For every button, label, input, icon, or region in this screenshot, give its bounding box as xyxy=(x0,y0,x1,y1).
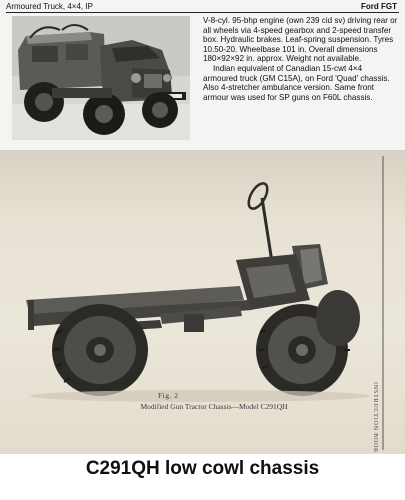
image-caption: C291QH low cowl chassis xyxy=(85,458,320,479)
figure-caption: Modified Gun Tractor Chassis—Model C291QH xyxy=(140,402,288,411)
figure-number: Fig. 2 xyxy=(158,391,179,400)
description-paragraph: Indian equivalent of Canadian 15-cwt 4×4 armoured truck (GM C15A), on Ford 'Quad' chassis. Also 4-stretcher ambulance version. Same front armour was used for SP guns on F60L chassis. xyxy=(203,63,390,102)
instruction-book-label: INSTRUCTION BOOK xyxy=(372,382,378,454)
page-header-right: Ford FGT xyxy=(361,2,397,11)
description-paragraph: V-8-cyl. 95-bhp engine (own 239 cid sv) driving rear or all wheels via 4-speed gearbox and 2-speed transfer box. Hydraulic brakes. Leaf-spring suspension. Tyres 10.50-20. Wheelbase 101 in. Overall dimensions 180×92×92 in. approx. Weight not available. xyxy=(203,16,398,64)
page-header-left: Armoured Truck, 4×4, IP xyxy=(6,2,93,11)
vehicle-description xyxy=(203,16,399,102)
header-rule xyxy=(6,12,399,13)
armoured-truck-photo xyxy=(12,16,190,140)
book-page-scan xyxy=(0,0,405,150)
instruction-book-scan xyxy=(0,150,405,454)
